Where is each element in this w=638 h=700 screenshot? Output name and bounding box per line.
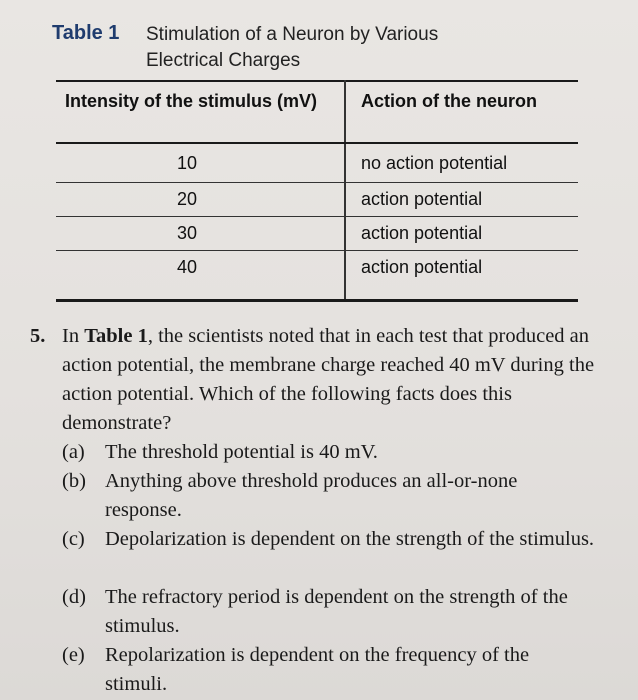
row-divider bbox=[56, 182, 578, 183]
option-letter: (e) bbox=[62, 644, 85, 666]
table-bottom-rule bbox=[56, 299, 578, 302]
option-text: The threshold potential is 40 mV. bbox=[105, 441, 378, 463]
table-top-rule bbox=[56, 80, 578, 82]
option-letter: (b) bbox=[62, 470, 86, 492]
column-divider bbox=[344, 80, 346, 300]
question-stem bbox=[62, 322, 597, 438]
table-cell-intensity: 30 bbox=[176, 223, 198, 243]
question-number: 5. bbox=[30, 325, 46, 347]
option-letter: (a) bbox=[62, 441, 85, 463]
option-text: Repolarization is dependent on the frequency of the stimuli. bbox=[105, 644, 530, 695]
table-cell-action: action potential bbox=[361, 189, 483, 209]
table-cell-action: no action potential bbox=[361, 153, 508, 173]
option-text: The refractory period is dependent on the strength of the stimulus. bbox=[105, 586, 568, 637]
header-rule bbox=[56, 142, 578, 144]
table-cell-intensity: 10 bbox=[176, 153, 198, 173]
row-divider bbox=[56, 250, 578, 251]
table-reference: Table 1 bbox=[84, 325, 148, 347]
row-divider bbox=[56, 216, 578, 217]
option-letter: (c) bbox=[62, 528, 85, 550]
table-cell-action: action potential bbox=[361, 223, 483, 243]
option-letter: (d) bbox=[62, 586, 86, 608]
table-title: Stimulation of a Neuron by Various Electrical Charges bbox=[146, 24, 439, 71]
table-cell-intensity: 40 bbox=[176, 257, 198, 277]
table-cell-intensity: 20 bbox=[176, 189, 198, 209]
question-body: , the scientists noted that in each test that produced an action potential, the membrane charge reached 40 mV during the action potential. Which of the following facts does this demonstrate? bbox=[62, 325, 595, 434]
option-text: Anything above threshold produces an all-or-none response. bbox=[105, 470, 518, 521]
header-action: Action of the neuron bbox=[361, 91, 537, 111]
question-prefix: In bbox=[62, 325, 85, 347]
option-text: Depolarization is dependent on the strength of the stimulus. bbox=[105, 528, 595, 550]
table-label: Table 1 bbox=[52, 22, 120, 44]
table-cell-action: action potential bbox=[361, 257, 483, 277]
header-intensity: Intensity of the stimulus (mV) bbox=[64, 91, 318, 111]
data-table bbox=[56, 80, 578, 302]
